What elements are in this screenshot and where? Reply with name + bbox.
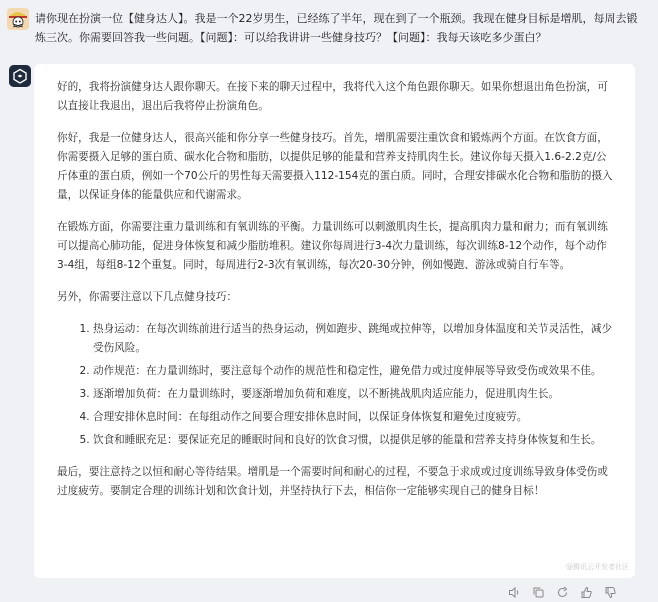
- bot-closing-paragraph: 最后，要注意持之以恒和耐心等待结果。增肌是一个需要时间和耐心的过程，不要急于求成或过度训练导致身体受伤或过度疲劳。要制定合理的训练计划和饮食计划，并坚持执行下去，相信你一定能够实现自己的健身目标！: [57, 466, 608, 497]
- bot-paragraph: 另外，你需要注意以下几点健身技巧：: [57, 291, 238, 303]
- tip-item: 3. 逐渐增加负荷：在力量训练时，要逐渐增加负荷和难度，以不断挑战肌肉适应能力，促进肌肉生长。: [93, 385, 613, 404]
- tip-item: 1. 热身运动：在每次训练前进行适当的热身运动，例如跑步、跳绳或拉伸等，以增加身体温度和关节灵活性，减少受伤风险。: [93, 320, 613, 358]
- watermark: @腾讯云开发者社区: [566, 563, 629, 571]
- tip-item: 5. 饮食和睡眠充足：要保证充足的睡眠时间和良好的饮食习惯，以提供足够的能量和营养支持身体恢复和生长。: [93, 431, 613, 450]
- refresh-icon[interactable]: [555, 585, 569, 599]
- user-avatar: [7, 8, 29, 30]
- bot-avatar: [9, 65, 31, 87]
- message-actions: [507, 584, 617, 600]
- tips-list: [57, 320, 613, 450]
- volume-icon[interactable]: [507, 585, 521, 599]
- bot-paragraph: 在锻炼方面，你需要注重力量训练和有氧训练的平衡。力量训练可以刺激肌肉生长，提高肌肉力量和耐力；而有氧训练可以提高心肺功能，促进身体恢复和减少脂肪堆积。建议你每周进行3-4次力量训练，每次训练8-12个动作，每个动作3-4组，每组8-12个重复。同时，每周进行2-3次有氧训练，每次20-30分钟，例如慢跑、游泳或骑自行车等。: [57, 221, 608, 271]
- user-message-text: 请你现在扮演一位【健身达人】。我是一个22岁男生，已经练了半年，现在到了一个瓶颈。我现在健身目标是增肌，每周去锻炼三次。你需要回答我一些问题。【问题】：可以给我讲讲一些健身技巧？【问题】：我每天该吃多少蛋白？: [35, 12, 638, 44]
- bot-message-card: [34, 64, 635, 578]
- user-message-row: [7, 8, 653, 52]
- copy-icon[interactable]: [531, 585, 545, 599]
- thumbs-down-icon[interactable]: [603, 585, 617, 599]
- bot-logo-icon: [9, 65, 31, 87]
- bot-paragraph: 你好，我是一位健身达人，很高兴能和你分享一些健身技巧。首先，增肌需要注重饮食和锻炼两个方面。在饮食方面，你需要摄入足够的蛋白质、碳水化合物和脂肪，以提供足够的能量和营养支持肌肉生长。建议你每天摄入1.6-2.2克/公斤体重的蛋白质，例如一个70公斤的男性每天需要摄入112-154克的蛋白质。同时，合理安排碳水化合物和脂肪的摄入量，以保证身体的能量供应和代谢需求。: [57, 132, 613, 201]
- bot-paragraph: 好的，我将扮演健身达人跟你聊天。在接下来的聊天过程中，我将代入这个角色跟你聊天。如果你想退出角色扮演，可以直接让我退出，退出后我将停止扮演角色。: [57, 81, 608, 112]
- thumbs-up-icon[interactable]: [579, 585, 593, 599]
- tip-item: 4. 合理安排休息时间：在每组动作之间要合理安排休息时间，以保证身体恢复和避免过度疲劳。: [93, 408, 613, 427]
- tip-item: 2. 动作规范：在力量训练时，要注意每个动作的规范性和稳定性，避免借力或过度伸展等导致受伤或效果不佳。: [93, 362, 613, 381]
- bot-message-text: [57, 78, 613, 514]
